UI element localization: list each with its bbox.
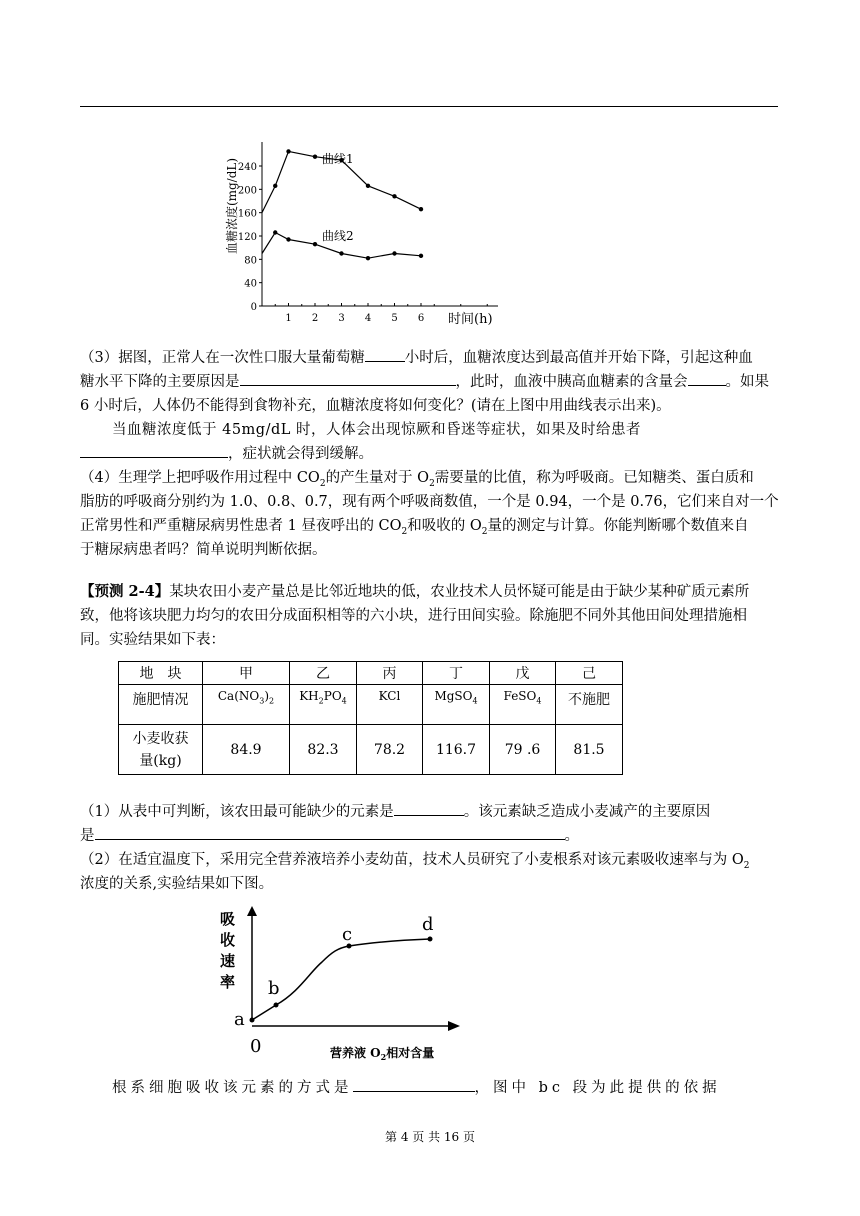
y-axis-label: 血糖浓度(mg/dL) (225, 157, 239, 255)
table-cell: $KH_2PO_4$ (290, 685, 357, 725)
y-tick-label: 200 (237, 185, 257, 197)
table-cell: 小麦收获 量(kg) (119, 725, 203, 775)
point-label-a: a (234, 1009, 245, 1030)
x-axis-label: 时间(h) (448, 312, 493, 327)
data-point (273, 230, 277, 234)
p1-line-2: 是 。 (80, 824, 780, 848)
x-tick-label: 5 (391, 313, 398, 324)
table-header-cell: 乙 (290, 662, 357, 685)
curve2-label: 曲线2 (322, 229, 354, 243)
y-tick-label: 160 (237, 208, 257, 220)
point-label-d: d (422, 914, 434, 935)
point-label-b: b (268, 978, 280, 999)
x-tick-label: 2 (311, 313, 319, 324)
x-tick-label: 6 (417, 313, 425, 324)
table-row (119, 725, 623, 775)
data-point (286, 149, 290, 153)
answer-blank[interactable] (95, 825, 565, 840)
y-label-char: 收 (220, 931, 236, 949)
p1-line-1: （1）从表中可判断，该农田最可能缺少的元素是 。该元素缺乏造成小麦减产的主要原因 (80, 800, 780, 824)
q4-line-4: 于糖尿病患者吗？简单说明判断依据。 (80, 542, 327, 558)
q4-line-1: （4）生理学上把呼吸作用过程中 $CO_2$的产生量对于 $O_2$需要量的比值，称为呼吸商。已知糖类、蛋白质和 (80, 470, 754, 489)
data-point (339, 251, 343, 255)
table-cell: 不施肥 (556, 685, 623, 725)
header-rule (80, 106, 778, 107)
table-cell: 81.5 (556, 725, 623, 775)
table-header-cell: 丙 (357, 662, 423, 685)
p2-line-2: 浓度的关系,实验结果如下图。 (80, 876, 274, 892)
absorption-rate-chart (214, 902, 474, 1068)
answer-blank[interactable] (688, 371, 726, 386)
data-point (366, 256, 370, 260)
q3-line-2: 糖水平下降的主要原因是 ，此时，血液中胰高血糖素的含量会 。如果 (80, 370, 780, 394)
data-point (392, 194, 396, 198)
y-axis-arrow (247, 906, 257, 916)
answer-blank[interactable] (365, 347, 405, 362)
q3-line-4: 当血糖浓度低于 45mg/dL 时，人体会出现惊厥和昏迷等症状，如果及时给患者 (112, 422, 641, 438)
table-header-cell: 甲 (203, 662, 290, 685)
data-point (419, 207, 423, 211)
data-point (286, 237, 290, 241)
y-tick-label: 80 (244, 255, 257, 267)
predict-line-1: 【预测 2-4】某块农田小麦产量总是比邻近地块的低，农业技术人员怀疑可能是由于缺少某种矿质元素所 (80, 583, 750, 600)
x-axis-label: 营养液 $O_2$相对含量 (330, 1046, 435, 1062)
y-label-char: 率 (220, 973, 236, 991)
table-cell: 84.9 (203, 725, 290, 775)
table-cell: 施肥情况 (119, 685, 203, 725)
page-footer: 第 4 页 共 16 页 (385, 1130, 475, 1144)
y-tick-label: 40 (244, 278, 257, 290)
table-header-row (119, 662, 623, 685)
answer-blank[interactable] (394, 801, 464, 816)
predict-line-3: 同。实验结果如下表： (80, 632, 225, 648)
q3-line-3: 6 小时后，人体仍不能得到食物补充，血糖浓度将如何变化？(请在上图中用曲线表示出来)。 (80, 398, 671, 414)
table-cell: $Ca(NO_3)_2$ (203, 685, 290, 725)
table-cell: 116.7 (423, 725, 490, 775)
answer-blank[interactable] (353, 1077, 475, 1092)
point-b (274, 1003, 279, 1008)
q3-line-1: （3）据图，正常人在一次性口服大量葡萄糖 小时后，血糖浓度达到最高值并开始下降，引起这种血 (80, 346, 780, 370)
table-cell: MgSO$_4$ (423, 685, 490, 725)
table-header-cell: 戊 (490, 662, 556, 685)
curve1-label: 曲线1 (322, 152, 354, 166)
q3-line-5: ，症状就会得到缓解。 (80, 442, 780, 466)
data-point (313, 154, 317, 158)
y-tick-label: 240 (237, 162, 257, 173)
last-line: 根系细胞吸收该元素的方式是 ，图中 bc 段为此提供的依据 (112, 1076, 780, 1100)
data-point (419, 254, 423, 258)
data-point (392, 251, 396, 255)
table-header-cell: 己 (556, 662, 623, 685)
x-tick-label: 3 (338, 313, 345, 324)
table-header-cell: 地 块 (119, 662, 203, 685)
y-label-char: 速 (220, 952, 236, 970)
q4-line-3: 正常男性和严重糖尿病男性患者 1 昼夜呼出的 $CO_2$和吸收的 $O_2$量的测定与计算。你能判断哪个数值来自 (80, 518, 749, 537)
experiment-table (118, 661, 623, 775)
y-tick-label: 0 (250, 302, 257, 313)
table-header-cell: 丁 (423, 662, 490, 685)
answer-blank[interactable] (240, 371, 456, 386)
point-label-c: c (342, 924, 353, 945)
data-point (273, 184, 277, 188)
x-tick-label: 1 (285, 313, 292, 324)
table-cell: 82.3 (290, 725, 357, 775)
table-cell: KCl (357, 685, 423, 725)
answer-blank[interactable] (80, 443, 228, 458)
p2-line-1: （2）在适宜温度下，采用完全营养液培养小麦幼苗，技术人员研究了小麦根系对该元素吸收速率与为 $O_2$ (80, 852, 750, 871)
point-a (250, 1018, 255, 1023)
predict-line-2: 致，他将该块肥力均匀的农田分成面积相等的六小块，进行田间实验。除施肥不同外其他田间处理措施相 (80, 608, 747, 624)
q4-line-2: 脂肪的呼吸商分别约为 1.0、0.8、0.7，现有两个呼吸商数值，一个是 0.94，一个是 0.76，它们来自对一个 (80, 494, 779, 510)
table-cell: 79 .6 (490, 725, 556, 775)
data-point (366, 184, 370, 188)
table-row (119, 685, 623, 725)
y-tick-label: 120 (237, 232, 257, 243)
x-axis-arrow (448, 1021, 460, 1031)
blood-glucose-chart (216, 134, 516, 330)
x-tick-label: 4 (364, 313, 372, 324)
table-cell: FeSO$_4$ (490, 685, 556, 725)
table-cell: 78.2 (357, 725, 423, 775)
data-point (313, 242, 317, 246)
point-d (428, 937, 433, 942)
y-label-char: 吸 (220, 910, 236, 928)
origin-label: 0 (250, 1036, 262, 1057)
